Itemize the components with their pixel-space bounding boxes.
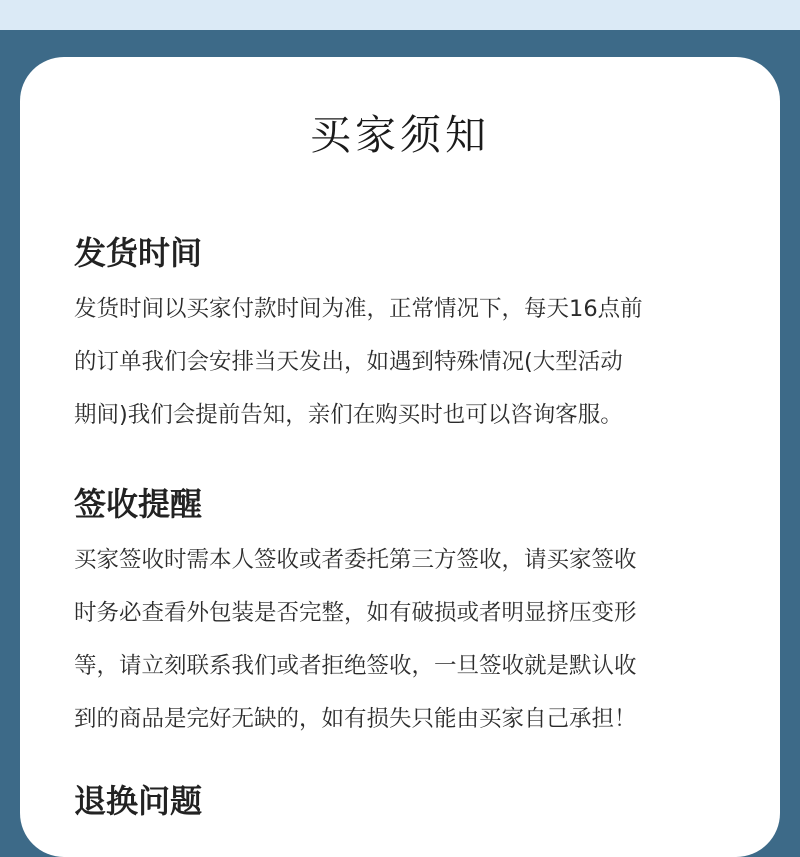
body-line: 发货时间以买家付款时间为准，正常情况下，每天16点前 <box>74 296 643 322</box>
section-heading: 发货时间 <box>74 234 203 272</box>
section-returns <box>74 781 754 821</box>
body-line: 的订单我们会安排当天发出，如遇到特殊情况(大型活动 <box>74 349 623 375</box>
section-body <box>74 534 754 746</box>
top-band <box>0 0 800 30</box>
body-line: 期间)我们会提前告知，亲们在购买时也可以咨询客服。 <box>74 402 623 428</box>
body-line: 到的商品是完好无缺的，如有损失只能由买家自己承担！ <box>74 706 637 732</box>
body-line: 买家签收时需本人签收或者委托第三方签收，请买家签收 <box>74 547 637 573</box>
section-receipt-reminder <box>74 484 754 746</box>
body-line: 等，请立刻联系我们或者拒绝签收，一旦签收就是默认收 <box>74 653 637 679</box>
section-shipping-time <box>74 233 754 442</box>
page-title: 买家须知 <box>310 111 490 159</box>
body-line: 时务必查看外包装是否完整，如有破损或者明显挤压变形 <box>74 600 637 626</box>
section-heading: 退换问题 <box>74 782 203 820</box>
section-body <box>74 283 754 442</box>
section-heading: 签收提醒 <box>74 485 203 523</box>
